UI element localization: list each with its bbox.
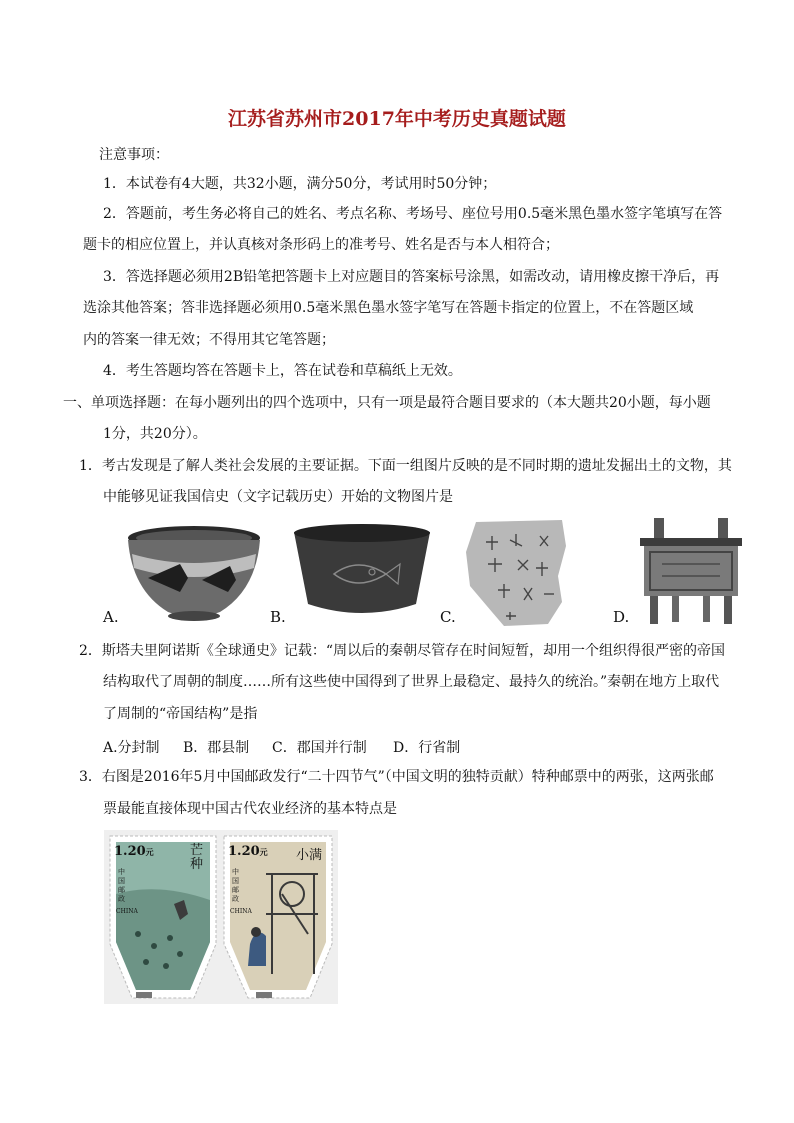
question-1-cont: 中能够见证我国信史（文字记载历史）开始的文物图片是: [103, 489, 453, 505]
page-title: 江苏省苏州市2017年中考历史真题试题: [228, 108, 566, 130]
q2-option-a: A.分封制: [103, 740, 160, 756]
stamps-image: [104, 830, 338, 1004]
stamp-1-value: 1.20: [114, 844, 146, 859]
bronze-ding-image: [632, 514, 750, 628]
option-b-label: B.: [270, 608, 286, 626]
notice-item-2: 2．答题前，考生务必将自己的姓名、考点名称、考场号、座位号用0.5毫米黑色墨水签字笔填写在答: [103, 206, 723, 222]
stamp-1-unit: 元: [145, 847, 154, 857]
question-2-cont: 结构取代了周朝的制度……所有这些使中国得到了世界上最稳定、最持久的统治。”秦朝在地方上取代: [103, 674, 720, 690]
option-a-label: A.: [103, 608, 119, 626]
option-c-label: C.: [440, 608, 456, 626]
stamp-1-country-en: CHINA: [116, 908, 138, 915]
notice-item-4: 4．考生答题均答在答题卡上，答在试卷和草稿纸上无效。: [103, 363, 462, 379]
q2-option-d: D．行省制: [393, 740, 461, 756]
q2-option-c: C．郡国并行制: [272, 740, 367, 756]
stamp-xiaoman: [222, 834, 334, 1000]
question-3: 3．右图是2016年5月中国邮政发行“二十四节气”（中国文明的独特贡献）特种邮票中的两张，这两张邮: [79, 769, 714, 785]
stamp-1-country: 中国邮政: [118, 868, 125, 903]
stamp-mangzhong: [108, 834, 218, 1000]
notice-item-3-cont2: 内的答案一律无效；不得用其它笔答题；: [83, 332, 335, 348]
q2-option-b: B．郡县制: [183, 740, 250, 756]
stamp-2-country: 中国邮政: [232, 868, 239, 903]
pottery-bowl-image: [118, 520, 270, 624]
question-3-cont: 票最能直接体现中国古代农业经济的基本特点是: [103, 801, 397, 817]
notice-item-3: 3．答选择题必须用2B铅笔把答题卡上对应题目的答案标号涂黑，如需改动，请用橡皮擦干净后，再: [103, 269, 720, 285]
notice-item-2-cont: 题卡的相应位置上，并认真核对条形码上的准考号、姓名是否与本人相符合；: [83, 237, 559, 253]
question-2-cont2: 了周制的“帝国结构”是指: [103, 706, 258, 722]
stamp-2-country-en: CHINA: [230, 908, 252, 915]
stamp-2-unit: 元: [259, 847, 268, 857]
carved-bowl-image: [288, 522, 436, 622]
notice-heading: 注意事项：: [99, 147, 169, 163]
notice-item-3-cont: 选涂其他答案；答非选择题必须用0.5毫米黑色墨水签字笔写在答题卡指定的位置上，不在答题区域: [83, 300, 694, 316]
question-1: 1．考古发现是了解人类社会发展的主要证据。下面一组图片反映的是不同时期的遗址发掘出土的文物，其: [79, 458, 732, 474]
stamp-2-value: 1.20: [228, 844, 260, 859]
notice-item-1: 1．本试卷有4大题，共32小题，满分50分，考试用时50分钟；: [103, 176, 497, 192]
stamp-2-name: 小满: [296, 848, 323, 863]
section-1-heading: 一、单项选择题：在每小题列出的四个选项中，只有一项是最符合题目要求的（本大题共20小题，每小题: [63, 395, 711, 411]
section-1-heading-cont: 1分，共20分）。: [103, 426, 207, 442]
option-d-label: D.: [613, 608, 630, 626]
stamp-1-name: 芒种: [190, 843, 204, 872]
question-2: 2．斯塔夫里阿诺斯《全球通史》记载：“周以后的秦朝尽管存在时间短暂，却用一个组织得很严密的帝国: [79, 643, 726, 659]
oracle-bone-image: [462, 516, 574, 628]
